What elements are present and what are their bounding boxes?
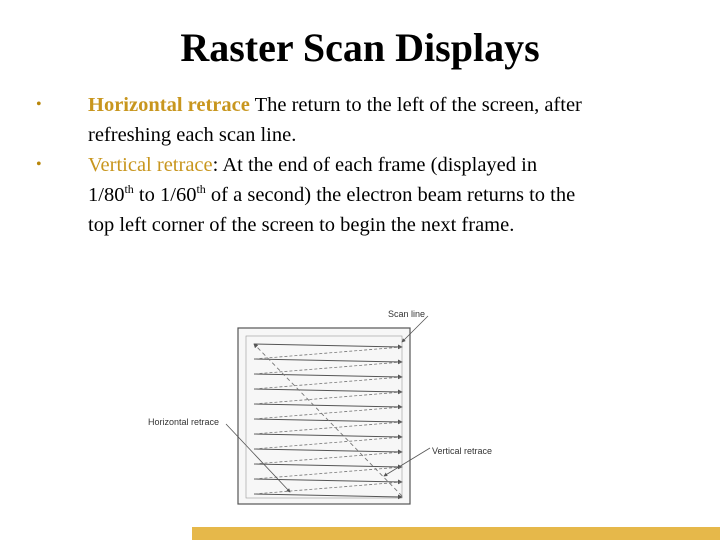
vertical-retrace-label: Vertical retrace (432, 446, 493, 456)
ordinal-suffix: th (196, 182, 206, 197)
raster-scan-diagram (140, 296, 500, 510)
bullet-text: top left corner of the screen to begin the next frame. (88, 214, 515, 236)
bullet-marker: • (36, 156, 42, 173)
accent-bar (192, 527, 720, 540)
colon: : (212, 154, 219, 176)
slide-title: Raster Scan Displays (180, 25, 540, 70)
horizontal-retrace-label: Horizontal retrace (148, 417, 220, 427)
scan-line-label: Scan line (388, 309, 426, 319)
bullet-text: refreshing each scan line. (88, 124, 297, 146)
bullet-marker: • (36, 96, 42, 113)
fraction-60: to 1/60 (133, 184, 197, 206)
term-vertical-retrace: Vertical retrace (88, 154, 213, 176)
bullet-vertical-retrace (0, 150, 720, 240)
term-horizontal-retrace: Horizontal retrace (88, 94, 250, 116)
bullet-list (0, 90, 720, 240)
bullet-horizontal-retrace (0, 90, 720, 150)
bullet-text: of a second) the electron beam returns to the (205, 184, 576, 206)
bullet-text: The return to the left of the screen, after (249, 94, 582, 116)
fraction-80: 1/80 (88, 184, 125, 206)
ordinal-suffix: th (124, 182, 134, 197)
bullet-text: At the end of each frame (displayed in (218, 154, 538, 176)
